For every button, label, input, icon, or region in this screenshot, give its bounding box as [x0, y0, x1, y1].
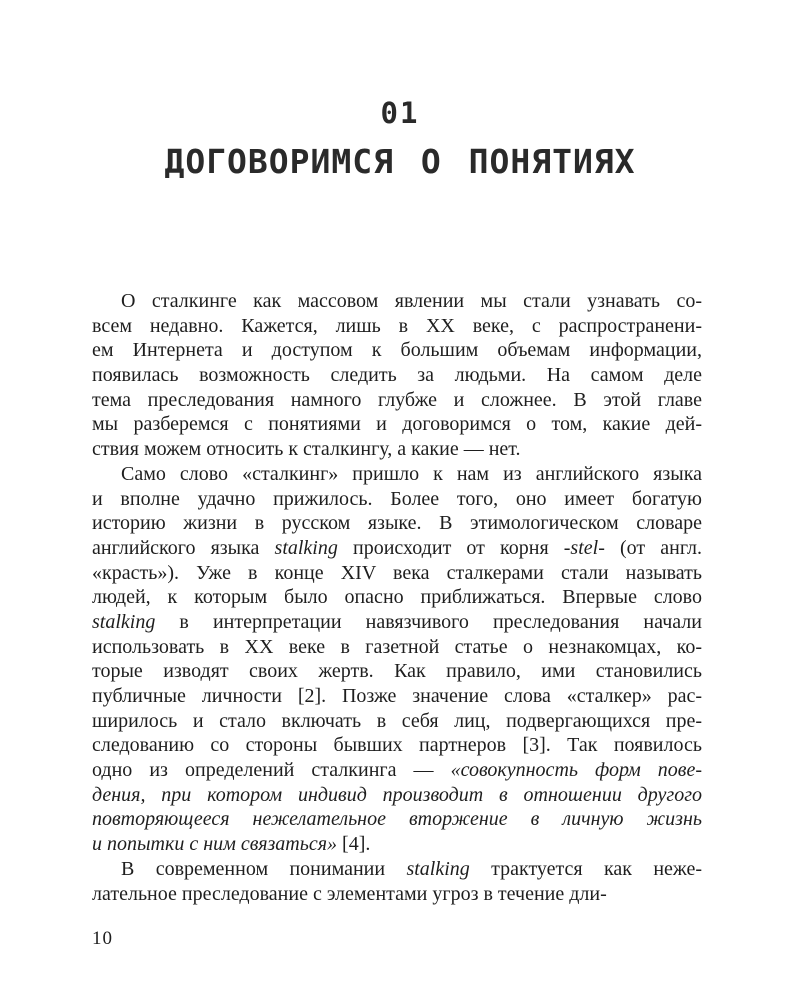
- text-segment: [4].: [337, 833, 371, 856]
- text-line: [92, 783, 702, 808]
- text-line: [92, 388, 702, 413]
- italic-text: повторяющееся нежелательное вторжение в личную жизнь: [92, 808, 702, 831]
- text-line: [92, 536, 702, 561]
- text-segment: следованию со стороны бывших партнеров [3]. Так появилось: [92, 734, 702, 757]
- text-segment: историю жизни в русском языке. В этимологическом словаре: [92, 512, 702, 535]
- text-line: [92, 561, 702, 586]
- text-line: [92, 709, 702, 734]
- text-line: [92, 487, 702, 512]
- chapter-number: 01: [380, 96, 420, 130]
- text-line: [92, 684, 702, 709]
- text-segment: ем Интернета и доступом к большим объемам информации,: [92, 339, 702, 362]
- text-line: [92, 758, 702, 783]
- italic-text: -stel-: [563, 536, 605, 559]
- text-segment: В современном понимании: [121, 857, 407, 880]
- text-line: [92, 363, 702, 388]
- chapter-title: ДОГОВОРИМСЯ О ПОНЯТИЯХ: [164, 142, 636, 181]
- italic-text: дения, при котором индивид производит в отношении другого: [92, 783, 702, 806]
- text-segment: людей, к которым было опасно приближаться. Впервые слово: [92, 586, 702, 609]
- text-segment: всем недавно. Кажется, лишь в XX веке, с распространени-: [92, 314, 702, 337]
- italic-text: stalking: [274, 536, 338, 559]
- text-line: [92, 462, 702, 487]
- text-segment: появилась возможность следить за людьми. На самом деле: [92, 364, 702, 387]
- text-segment: О сталкинге как массовом явлении мы стали узнавать со-: [121, 290, 702, 312]
- text-segment: трактуется как неже-: [469, 857, 702, 880]
- text-line: [92, 314, 702, 339]
- text-segment: (от англ.: [604, 536, 702, 559]
- text-segment: и вполне удачно прижилось. Более того, оно имеет богатую: [92, 487, 702, 510]
- text-line: [92, 338, 702, 363]
- text-line: [92, 511, 702, 536]
- text-line: [92, 585, 702, 610]
- text-line: [92, 610, 702, 635]
- text-line: [92, 412, 702, 437]
- text-segment: тема преследования намного глубже и сложнее. В этой главе: [92, 388, 702, 411]
- text-segment: Само слово «сталкинг» пришло к нам из английского языка: [121, 462, 702, 485]
- italic-text: «совокупность форм пове-: [450, 759, 703, 782]
- text-segment: одно из определений сталкинга —: [92, 759, 451, 782]
- paragraph: [92, 289, 702, 462]
- text-segment: лательное преследование с элементами угроз в течение дли-: [92, 882, 607, 905]
- text-segment: ствия можем относить к сталкингу, а какие — нет.: [92, 438, 521, 461]
- text-segment: в интерпретации навязчивого преследования начали: [155, 610, 702, 633]
- text-segment: английского языка: [92, 536, 275, 559]
- text-line: [92, 437, 702, 462]
- text-line: [92, 832, 702, 857]
- text-line: [92, 733, 702, 758]
- text-segment: публичные личности [2]. Позже значение слова «сталкер» рас-: [92, 685, 702, 707]
- paragraph: [92, 462, 702, 857]
- text-segment: «красть»). Уже в конце XIV века сталкерами стали называть: [92, 561, 702, 584]
- text-segment: происходит от корня: [337, 536, 564, 559]
- text-segment: торые изводят своих жертв. Как правило, ими становились: [92, 660, 702, 683]
- italic-text: stalking: [406, 857, 470, 880]
- text-line: [92, 882, 702, 907]
- body-text: [92, 289, 702, 906]
- text-segment: использовать в XX веке в газетной статье о незнакомцах, ко-: [92, 635, 702, 658]
- text-line: [92, 807, 702, 832]
- text-line: [92, 289, 702, 314]
- page-number: 10: [92, 928, 113, 949]
- text-segment: мы разберемся с понятиями и договоримся о том, какие дей-: [92, 413, 702, 436]
- text-segment: ширилось и стало включать в себя лиц, подвергающихся пре-: [92, 709, 702, 732]
- italic-text: stalking: [92, 610, 156, 633]
- text-line: [92, 857, 702, 882]
- text-line: [92, 659, 702, 684]
- text-line: [92, 635, 702, 660]
- paragraph: [92, 857, 702, 906]
- italic-text: и попытки с ним связаться»: [92, 833, 338, 856]
